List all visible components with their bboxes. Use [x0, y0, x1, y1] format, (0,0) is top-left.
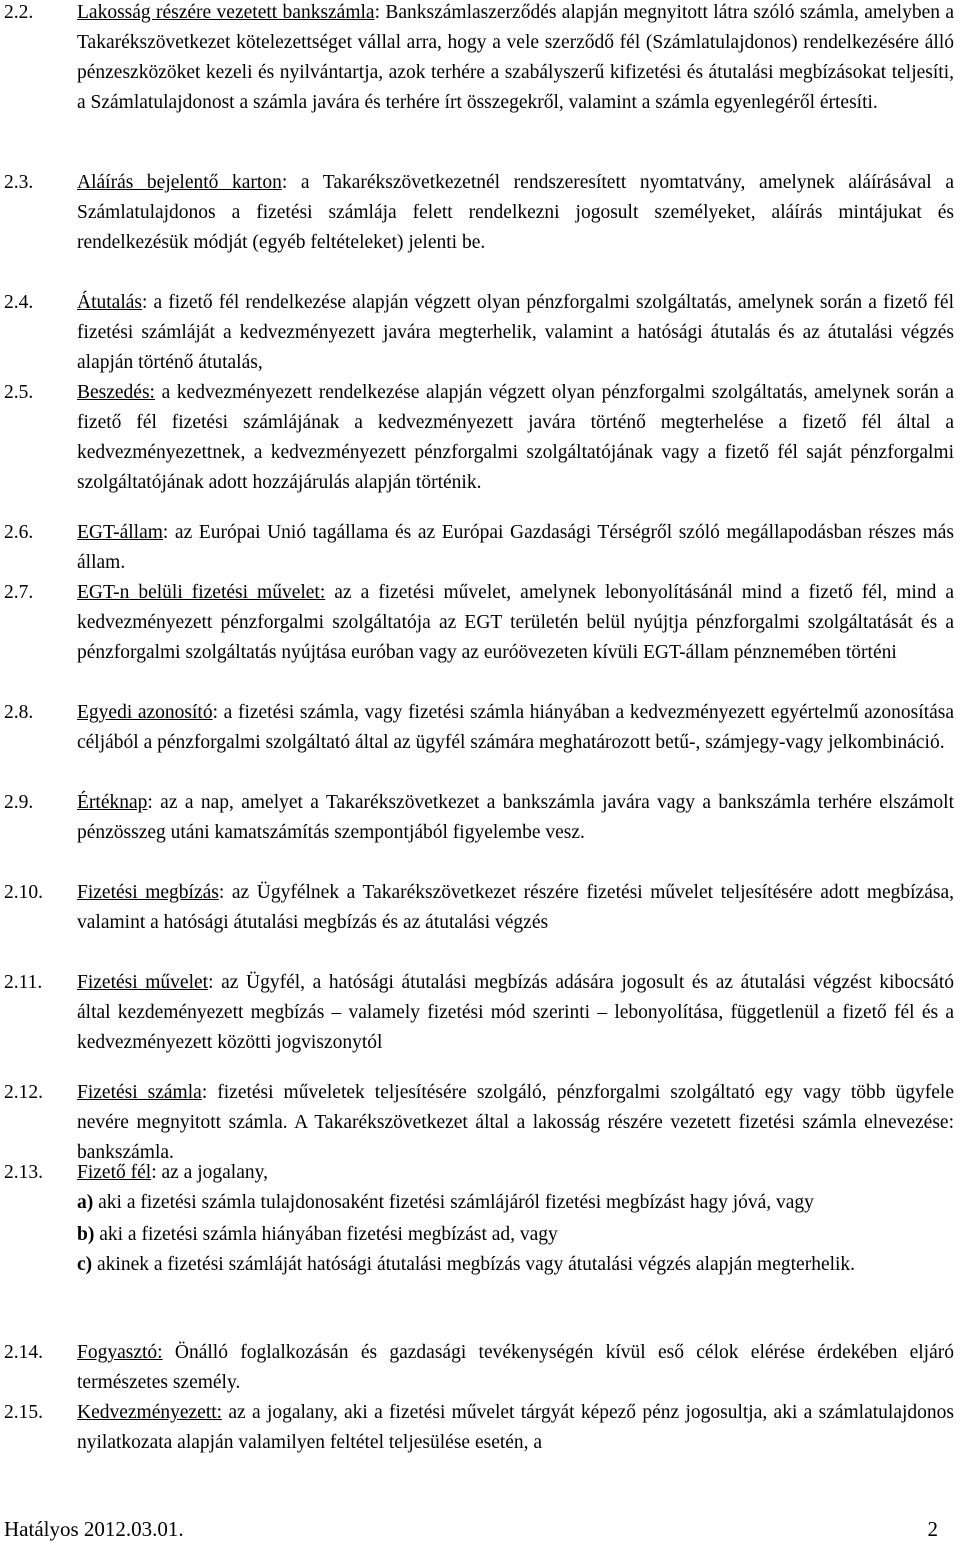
- defined-term: EGT-n belüli fizetési művelet:: [77, 582, 326, 603]
- defined-term: Lakosság részére vezetett bankszámla: [77, 2, 375, 23]
- entry-body: [77, 288, 954, 378]
- entry-number: 2.11.: [4, 972, 43, 993]
- entry-body: [77, 878, 954, 938]
- definition-text: fizetési műveletek teljesítésére szolgáló, pénzforgalmi szolgáltató egy vagy több ügyfele nevére megnyitott számla. A Takarékszövetkezet által a lakosság részére vezetett fizetési számla elnevezése: bankszámla.: [77, 1082, 955, 1163]
- entry-number: 2.4.: [4, 292, 34, 313]
- definition-text: a Takarékszövetkezetnél rendszeresített nyomtatvány, amelynek aláírásával a Számlatulajdonos a fizetési számlája felett rendelkezni jogosult személyeket, aláírás mintájukat és rendelkezésük módját (egyéb feltételeket) jelenti be.: [77, 172, 954, 253]
- defined-term: Beszedés:: [77, 382, 155, 403]
- defined-term: EGT-állam: [77, 522, 163, 543]
- term-separator: :: [147, 792, 161, 813]
- term-separator: [325, 582, 334, 603]
- entry-body: [77, 1158, 954, 1280]
- sub-item: [77, 1188, 954, 1218]
- term-separator: :: [374, 2, 386, 23]
- entry-body: [77, 968, 954, 1058]
- entry-paragraph: [77, 288, 954, 378]
- entry-number: 2.6.: [4, 522, 34, 543]
- definition-text: a fizető fél rendelkezése alapján végzett olyan pénzforgalmi szolgáltatás, amelynek során a fizető fél fizetési számláját a kedvezményezett javára megterhelik, valamint a hatósági átutalás és az átutalási végzés alapján történő átutalás,: [77, 292, 954, 373]
- entry-body: [77, 0, 954, 118]
- term-separator: :: [212, 702, 224, 723]
- entry-number: 2.7.: [4, 582, 34, 603]
- definition-text: az a fizetési művelet, amelynek lebonyolításánál mind a fizető fél, mind a kedvezményezett pénzforgalmi szolgáltatója az EGT területén belül nyújtja pénzforgalmi szolgáltatását és a pénzforgalmi szolgáltatás nyújtása euróban vagy az euróövezeten kívüli EGT-állam pénznemében történi: [77, 582, 954, 663]
- entry-number: 2.13.: [4, 1162, 43, 1183]
- defined-term: Kedvezményezett:: [77, 1402, 223, 1423]
- entry-body: [77, 1338, 954, 1398]
- entry-body: [77, 378, 954, 498]
- defined-term: Fizetési megbízás: [77, 882, 219, 903]
- defined-term: Fizetési számla: [77, 1082, 202, 1103]
- definition-text: az a jogalany, aki a fizetési művelet tárgyát képező pénz jogosultja, aki a számlatulajdonos nyilatkozata alapján valamilyen feltétel teljesülése esetén, a: [77, 1402, 954, 1453]
- term-separator: :: [162, 522, 175, 543]
- entry-paragraph: [77, 1158, 954, 1188]
- sub-item-text: aki a fizetési számla hiányában fizetési megbízást ad, vagy: [99, 1224, 558, 1245]
- term-separator: :: [201, 1082, 218, 1103]
- definition-text: az a nap, amelyet a Takarékszövetkezet a bankszámla javára vagy a bankszámla terhére elszámolt pénzösszeg utáni kamatszámítás szempontjából figyelembe vesz.: [77, 792, 955, 843]
- term-separator: :: [141, 292, 154, 313]
- sub-item-label: b): [77, 1224, 95, 1245]
- entry-number: 2.2.: [4, 2, 34, 23]
- entry-body: [77, 1398, 954, 1458]
- definition-text: a fizetési számla, vagy fizetési számla hiányában a kedvezményezett egyértelmű azonosítása céljából a pénzforgalmi szolgáltató által az ügyfél számára meghatározott betű-, számjegy-vagy jelkombináció.: [77, 702, 955, 753]
- sub-item-text: akinek a fizetési számláját hatósági átutalási megbízás vagy átutalási végzés alapján megterhelik.: [97, 1254, 856, 1275]
- entry-number: 2.14.: [4, 1342, 43, 1363]
- sub-item-label: c): [77, 1254, 93, 1275]
- entry-paragraph: [77, 1078, 954, 1168]
- sub-item-label: a): [77, 1192, 94, 1213]
- entry-number: 2.3.: [4, 172, 34, 193]
- term-separator: :: [281, 172, 301, 193]
- entry-paragraph: [77, 518, 954, 578]
- entry-paragraph: [77, 578, 954, 668]
- definition-text: a kedvezményezett rendelkezése alapján végzett olyan pénzforgalmi szolgáltatás, amelynek során a fizető fél fizetési számlájának a kedvezményezett javára történő megterhelése a fizető fél által a kedvezményezettnek, a kedvezményezett pénzforgalmi szolgáltatójának vagy a fizető fél saját pénzforgalmi szolgáltatójának adott hozzájárulás alapján történik.: [77, 382, 954, 493]
- entry-paragraph: [77, 968, 954, 1058]
- defined-term: Fogyasztó:: [77, 1342, 163, 1363]
- term-separator: :: [218, 882, 232, 903]
- entry-number: 2.9.: [4, 792, 34, 813]
- entry-body: [77, 168, 954, 258]
- definition-text: az Ügyfél, a hatósági átutalási megbízás adására jogosult és az átutalási végzést kibocsátó által kezdeményezett megbízás – valamely fizetési mód szerinti – lebonyolítása, függetlenül a fizető fél és a kedvezményezett közötti jogviszonytól: [77, 972, 954, 1053]
- footer-page-number: 2: [927, 1517, 938, 1541]
- entry-paragraph: [77, 878, 954, 938]
- sub-item: [77, 1220, 954, 1250]
- entry-body: [77, 788, 954, 848]
- term-separator: :: [208, 972, 222, 993]
- entry-paragraph: [77, 698, 954, 758]
- term-separator: :: [151, 1162, 162, 1183]
- entry-body: [77, 518, 954, 578]
- defined-term: Aláírás bejelentő karton: [77, 172, 282, 193]
- entry-number: 2.15.: [4, 1402, 43, 1423]
- entry-paragraph: [77, 788, 954, 848]
- footer-effective-date: Hatályos 2012.03.01.: [4, 1517, 184, 1541]
- entry-number: 2.10.: [4, 882, 43, 903]
- entry-paragraph: [77, 1398, 954, 1458]
- sub-item: [77, 1250, 954, 1280]
- entry-number: 2.8.: [4, 702, 34, 723]
- entry-body: [77, 698, 954, 758]
- definition-text: Bankszámlaszerződés alapján megnyitott látra szóló számla, amelyben a Takarékszövetkezet kötelezettséget vállal arra, hogy a vele szerződő fél (Számlatulajdonos) rendelkezésére álló pénzeszközöket kezeli és nyilvántartja, azok terhére a szabályszerű kifizetési és átutalási megbízásokat teljesíti, a Számlatulajdonost a számla javára és terhére írt összegekről, valamint a számla egyenlegéről értesíti.: [77, 2, 955, 113]
- defined-term: Fizető fél: [77, 1162, 152, 1183]
- definition-text: az Európai Unió tagállama és az Európai Gazdasági Térségről szóló megállapodásban részes más állam.: [77, 522, 955, 573]
- entry-paragraph: [77, 378, 954, 498]
- entry-number: 2.12.: [4, 1082, 43, 1103]
- term-separator: [163, 1342, 175, 1363]
- definition-text: Önálló foglalkozásán és gazdasági tevékenységén kívül eső célok elérése érdekében eljáró természetes személy.: [77, 1342, 954, 1393]
- sub-item-text: aki a fizetési számla tulajdonosaként fizetési számlájáról fizetési megbízást hagy jóvá, vagy: [98, 1192, 814, 1213]
- defined-term: Értéknap: [77, 792, 148, 813]
- defined-term: Átutalás: [77, 292, 142, 313]
- entry-body: [77, 578, 954, 668]
- definition-text: az a jogalany,: [161, 1162, 268, 1183]
- entry-paragraph: [77, 1338, 954, 1398]
- defined-term: Fizetési művelet: [77, 972, 209, 993]
- definition-text: az Ügyfélnek a Takarékszövetkezet részére fizetési művelet teljesítésére adott megbízása, valamint a hatósági átutalási megbízás és az átutalási végzés: [77, 882, 954, 933]
- entry-paragraph: [77, 168, 954, 258]
- term-separator: [155, 382, 162, 403]
- entry-body: [77, 1078, 954, 1168]
- entry-paragraph: [77, 0, 954, 118]
- defined-term: Egyedi azonosító: [77, 702, 213, 723]
- entry-number: 2.5.: [4, 382, 34, 403]
